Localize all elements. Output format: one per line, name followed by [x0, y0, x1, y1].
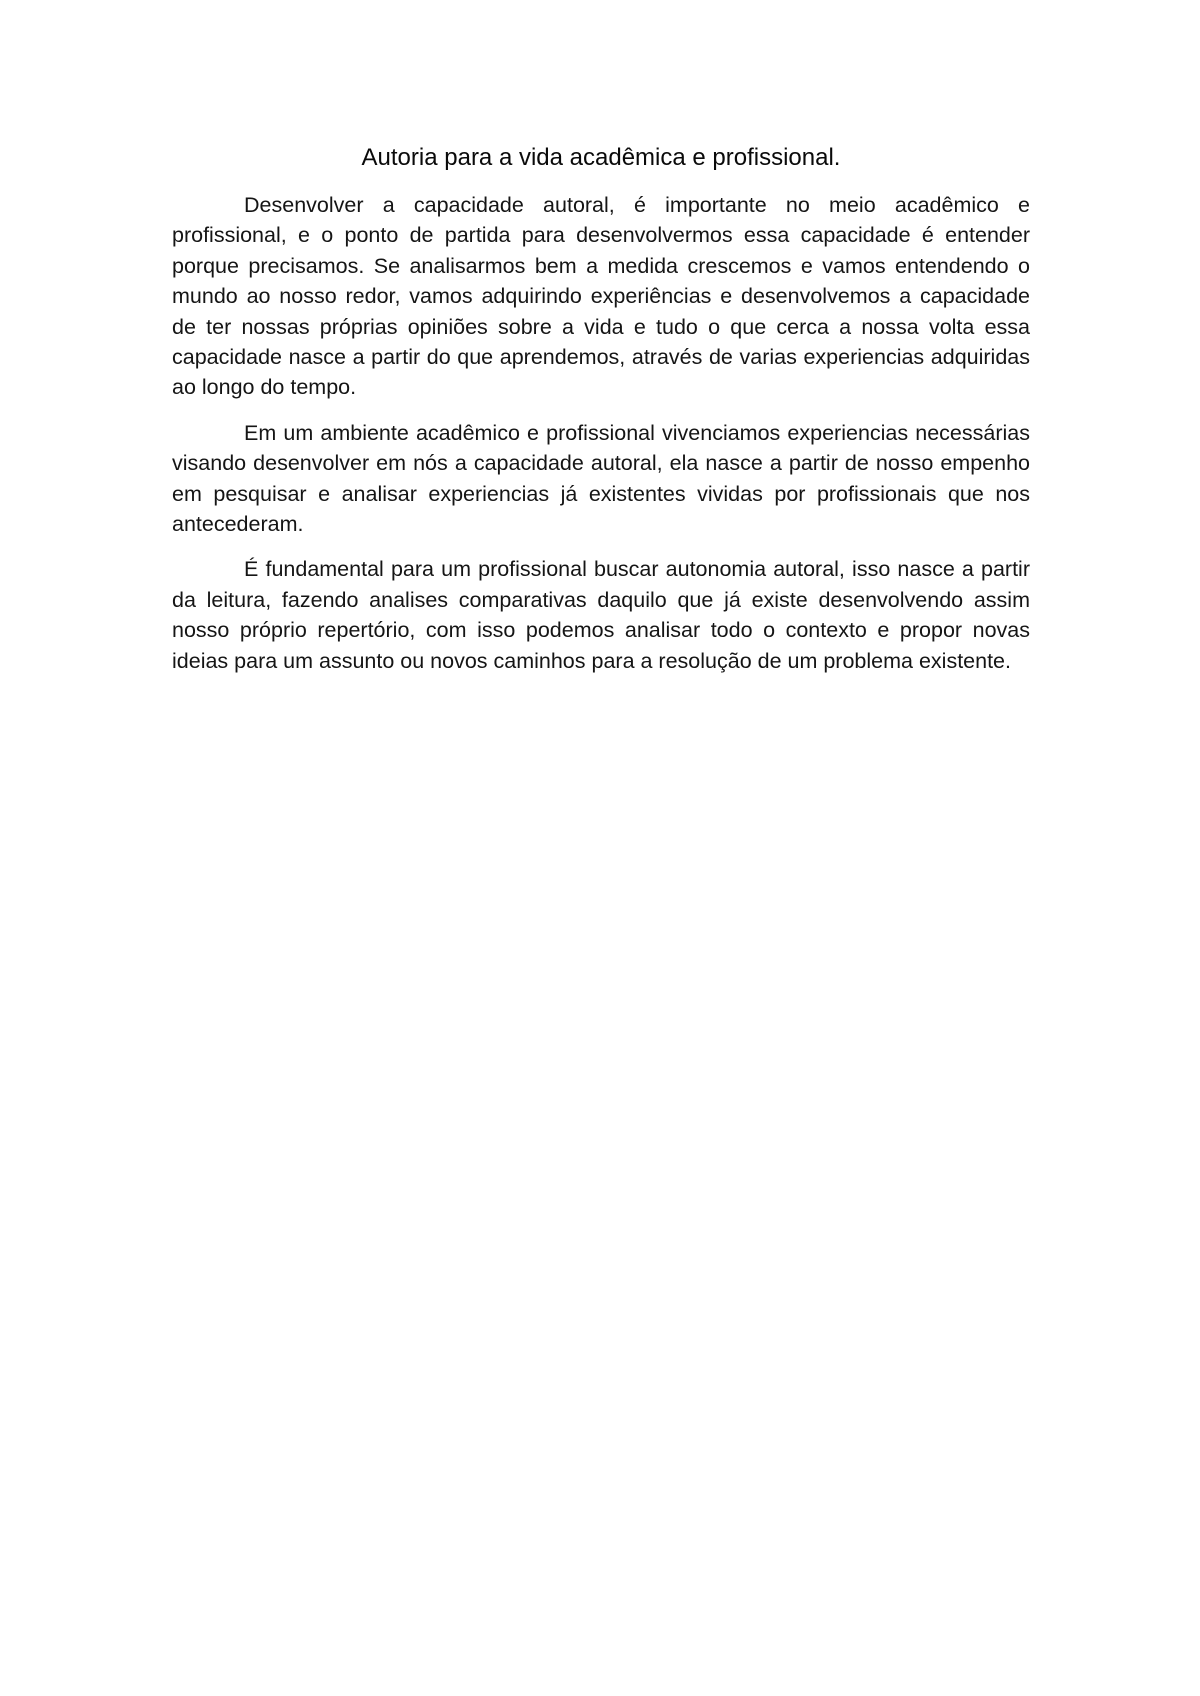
paragraph-3: É fundamental para um profissional buscar autonomia autoral, isso nasce a partir da leitura, fazendo analises comparativas daquilo que já existe desenvolvendo assim nosso próprio repertório, com isso podemos analisar todo o contexto e propor novas ideias para um assunto ou novos caminhos para a resolução de um problema existente.	[172, 557, 1030, 673]
paragraph-2: Em um ambiente acadêmico e profissional vivenciamos experiencias necessárias visando desenvolver em nós a capacidade autoral, ela nasce a partir de nosso empenho em pesquisar e analisar experiencias já existentes vividas por profissionais que nos antecederam.	[172, 420, 1030, 537]
paragraph-1: Desenvolver a capacidade autoral, é importante no meio acadêmico e profissional, e o ponto de partida para desenvolvermos essa capacidade é entender porque precisamos. Se analisarmos bem a medida crescemos e vamos entendendo o mundo ao nosso redor, vamos adquirindo experiências e desenvolvemos a capacidade de ter nossas próprias opiniões sobre a vida e tudo o que cerca a nossa volta essa capacidade nasce a partir do que aprendemos, através de varias experiencias adquiridas ao longo do tempo.	[172, 193, 1030, 400]
document-title: Autoria para a vida acadêmica e profissional.	[361, 144, 841, 171]
document-page	[172, 140, 1030, 691]
